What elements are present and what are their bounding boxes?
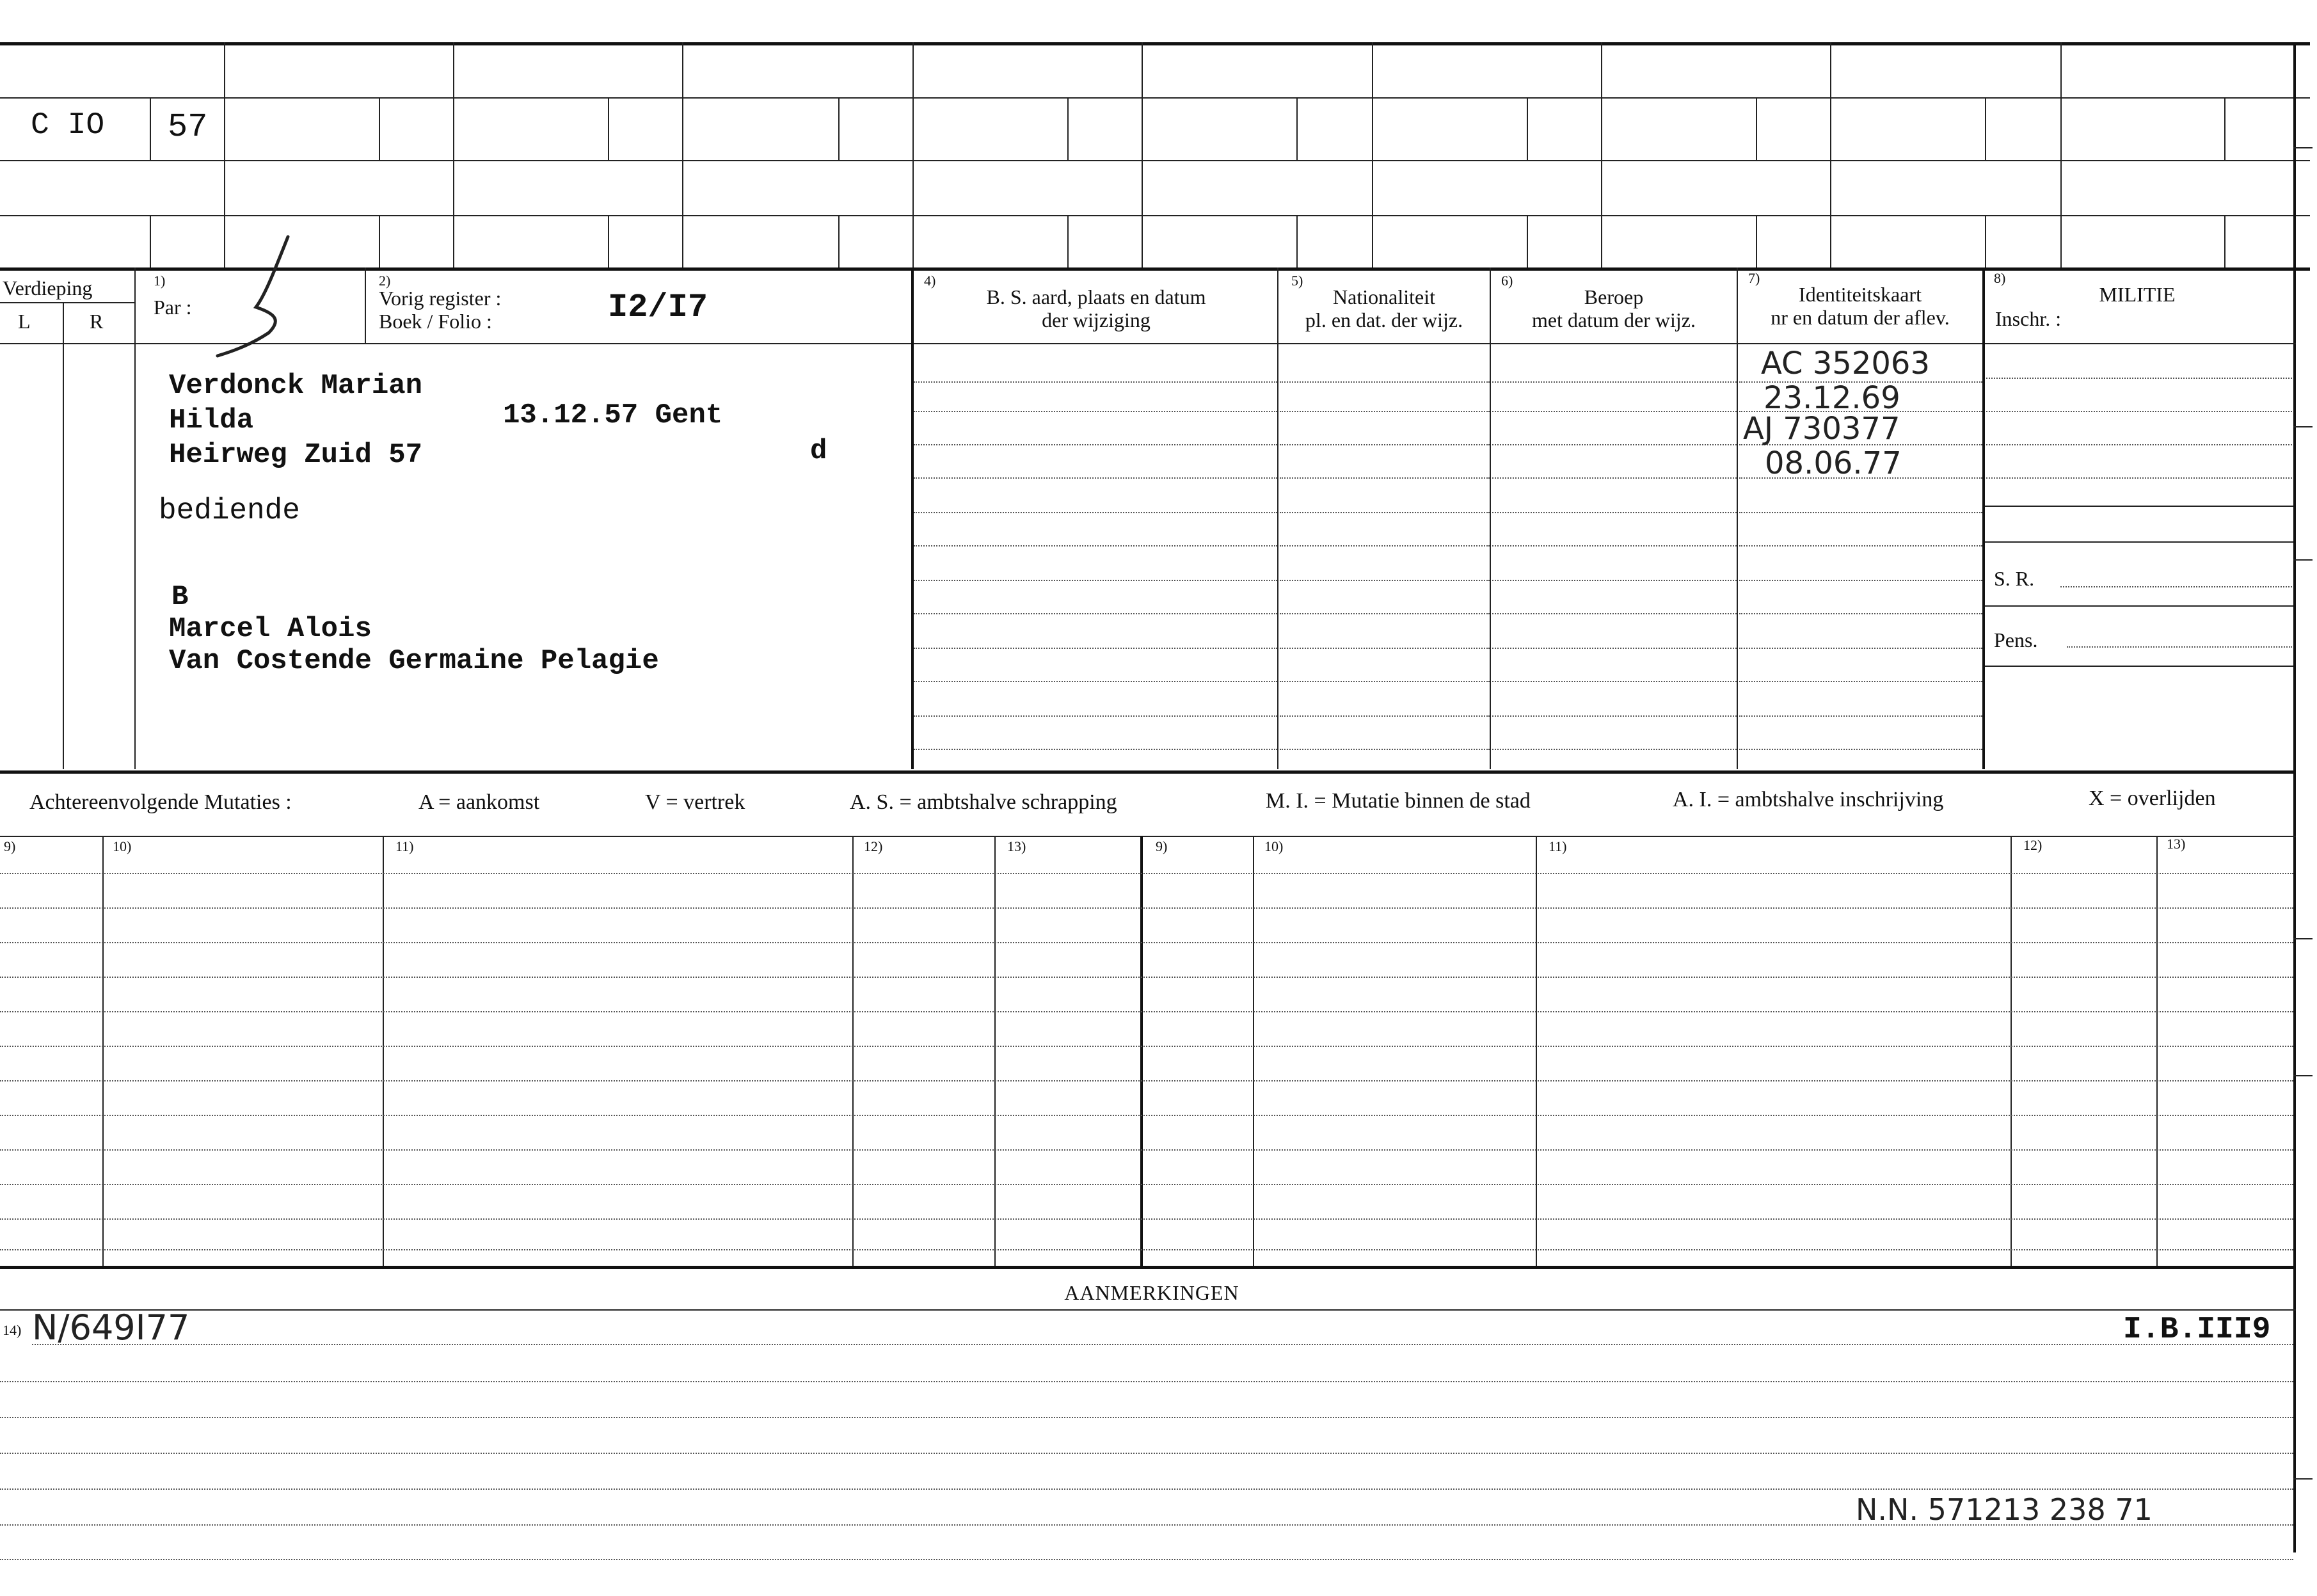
aanmerkingen-title: AANMERKINGEN	[1064, 1281, 1239, 1304]
col-right-12: 12)	[2023, 837, 2042, 853]
person-father: Marcel Alois	[169, 613, 372, 645]
par-label: Par :	[154, 296, 192, 319]
h7-line1: Identiteitskaart	[1799, 283, 1922, 306]
col-right-9: 9)	[1156, 838, 1168, 854]
aanmerkingen-num: 14)	[3, 1322, 22, 1338]
h5-line1: Nationaliteit	[1333, 285, 1435, 308]
mutaties-title: Achtereenvolgende Mutaties :	[29, 790, 292, 814]
top-code: C IO	[31, 108, 105, 143]
person-b-mark: B	[171, 581, 189, 613]
col-right-13: 13)	[2167, 836, 2186, 852]
legend-inschrijving: A. I. = ambtshalve inschrijving	[1673, 788, 1944, 811]
h6-num: 6)	[1501, 273, 1513, 289]
col-right-10: 10)	[1264, 838, 1284, 854]
vorig-register-label: Vorig register :	[379, 287, 502, 310]
id-card-date-1: 23.12.69	[1764, 380, 1900, 416]
r-label: R	[90, 310, 104, 333]
person-mother: Van Costende Germaine Pelagie	[169, 645, 659, 677]
vorig-register-value: I2/I7	[608, 289, 708, 326]
h2-num: 2)	[379, 273, 391, 289]
verdieping-label: Verdieping	[3, 276, 93, 299]
legend-schrapping: A. S. = ambtshalve schrapping	[850, 790, 1117, 814]
h6-line1: Beroep	[1584, 285, 1644, 308]
h5-num: 5)	[1291, 273, 1303, 289]
top-number: 57	[168, 108, 208, 146]
col-left-9: 9)	[4, 838, 16, 854]
aanmerkingen-note-left: N/649I77	[32, 1307, 190, 1348]
h7-line2: nr en datum der aflev.	[1771, 306, 1950, 329]
col-left-10: 10)	[113, 838, 132, 854]
col-right-11: 11)	[1549, 838, 1567, 854]
col-left-13: 13)	[1007, 838, 1026, 854]
sr-label: S. R.	[1994, 567, 2035, 590]
h1-num: 1)	[154, 273, 166, 289]
person-birth: 13.12.57 Gent	[503, 399, 723, 431]
h7-num: 7)	[1748, 270, 1760, 286]
nn-number: N.N. 571213 238 71	[1856, 1492, 2153, 1527]
legend-aankomst: A = aankomst	[418, 790, 540, 814]
id-card-1: AC 352063	[1761, 346, 1930, 381]
h4-num: 4)	[924, 273, 936, 289]
h4-line2: der wijziging	[1042, 308, 1151, 331]
h5-line2: pl. en dat. der wijz.	[1305, 308, 1463, 331]
pens-label: Pens.	[1994, 628, 2038, 651]
legend-mutatie: M. I. = Mutatie binnen de stad	[1266, 789, 1531, 813]
boek-folio-label: Boek / Folio :	[379, 310, 492, 333]
l-label: L	[18, 310, 31, 333]
h6-line2: met datum der wijz.	[1532, 308, 1696, 331]
person-occupation: bediende	[159, 494, 300, 527]
person-mark: d	[810, 435, 827, 467]
person-name-2: Hilda	[169, 404, 254, 436]
col-left-11: 11)	[395, 838, 414, 854]
aanmerkingen-note-right: I.B.III9	[2123, 1313, 2271, 1347]
col-left-12: 12)	[864, 838, 883, 854]
militie-label: MILITIE	[2099, 283, 2176, 306]
pen-mark	[205, 230, 320, 358]
legend-vertrek: V = vertrek	[645, 790, 745, 814]
inschr-label: Inschr. :	[1995, 307, 2062, 330]
person-address: Heirweg Zuid 57	[169, 439, 423, 471]
id-card-date-2: 08.06.77	[1765, 445, 1902, 481]
id-card-2: AJ 730377	[1743, 411, 1900, 447]
legend-overlijden: X = overlijden	[2089, 786, 2216, 810]
h4-line1: B. S. aard, plaats en datum	[986, 285, 1206, 308]
person-name: Verdonck Marian	[169, 370, 423, 402]
h8-num: 8)	[1994, 270, 2006, 286]
